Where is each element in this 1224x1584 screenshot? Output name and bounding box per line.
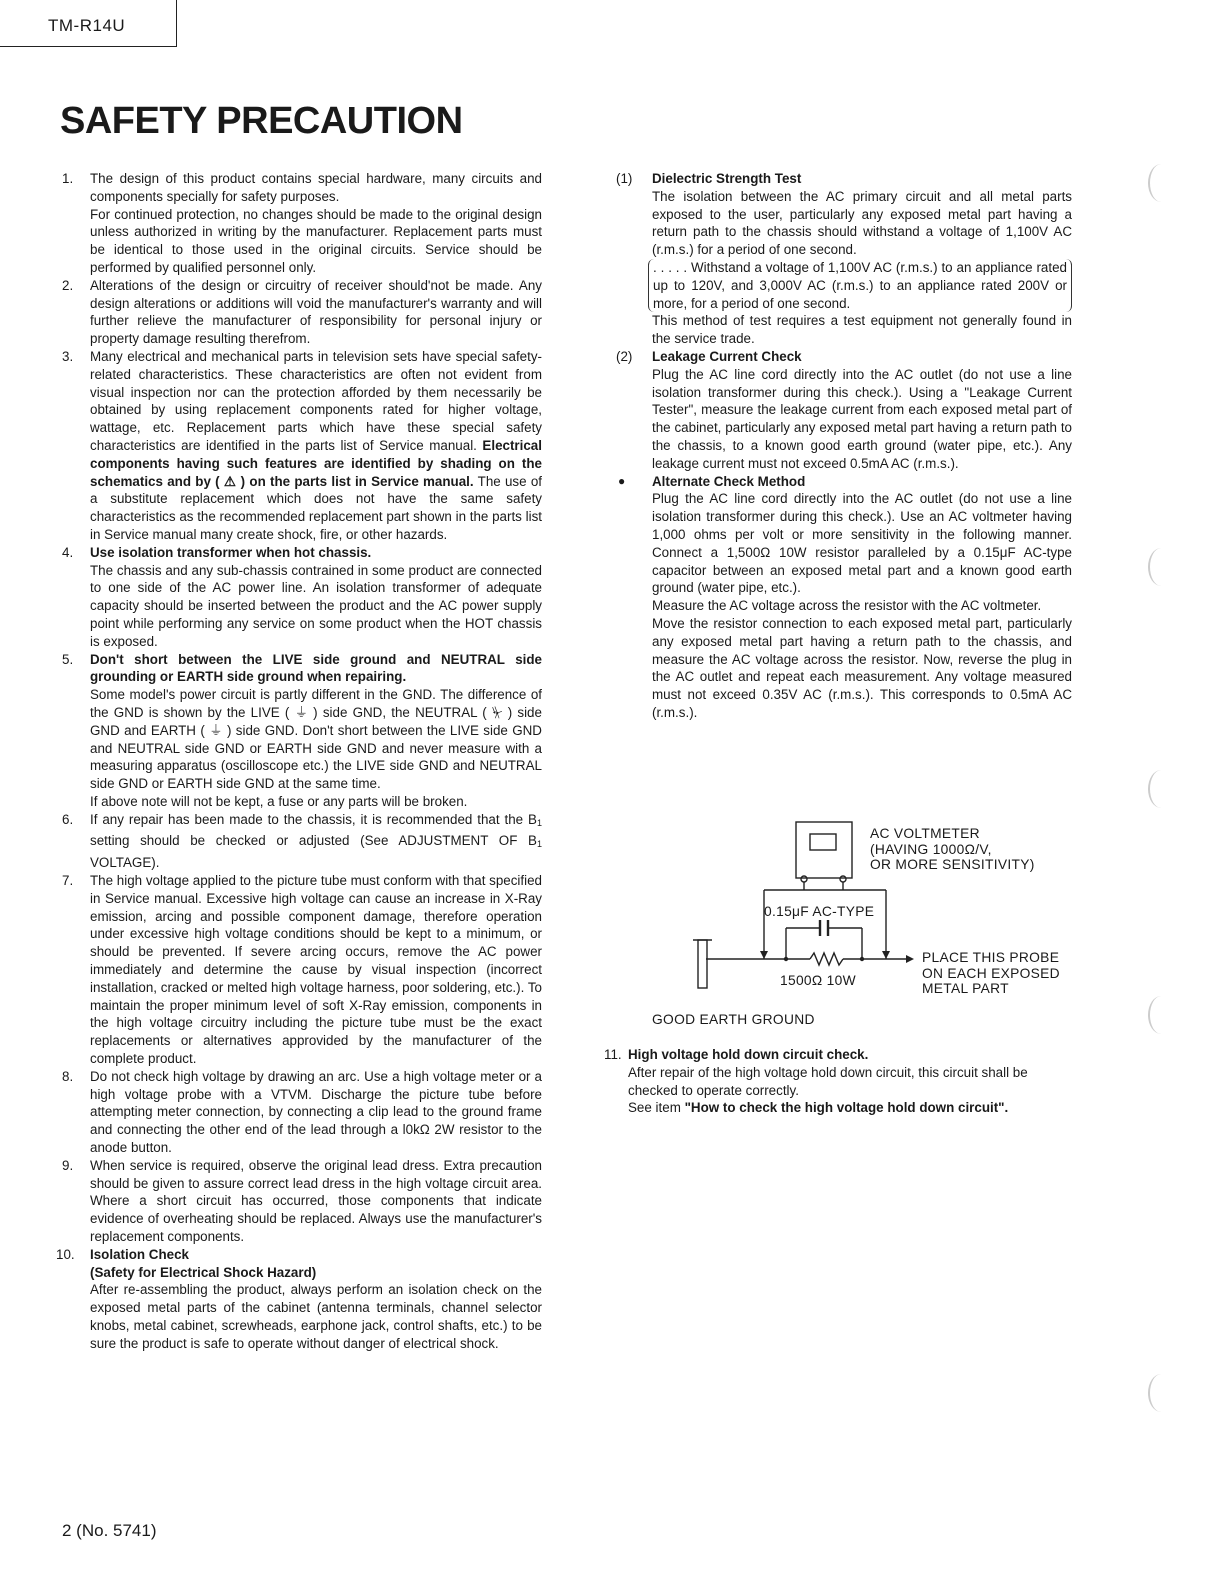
- section-text: Move the resistor connection to each exposed metal part, particularly any exposed metal part having a return path to the chassis, and measure the AC voltage across the resistor. Now, reverse the plug in the AC outlet and repeat each measurement. Any voltage measured must not exceed 0.35V AC (r.m.s.). This corresponds to 0.5mA AC (r.m.s.).: [652, 615, 1072, 720]
- item-text: The high voltage applied to the picture tube must conform with that specified in Service manual. Excessive high voltage can cause an increase in X-Ray emission, arcing and possible component damage, therefore operation under excessive high voltage conditions should be kept to a minimum, or should be prevented. If severe arcing occurs, remove the AC power immediately and determine the cause by visual inspection (incorrect installation, cracked or melted high voltage harness, poor soldering, etc.). To maintain the proper minimum level of soft X-Ray emission, components in the high voltage circuitry including the picture tube must be the exact replacements or alternatives approvided by the manufacturer of the complete product.: [90, 873, 542, 1067]
- item-subheading: (Safety for Electrical Shock Hazard): [90, 1264, 317, 1280]
- subscript: 1: [536, 817, 542, 828]
- section-text: Plug the AC line cord directly into the AC outlet (do not use a line isolation transformer during this check.). Using a "Leakage Current Tester", measure the leakage current from each exposed metal part of the cabinet, particularly any exposed metal part having a return path to the chassis, to a known good earth ground (water pipe, etc.). Any leakage current must not exceed 0.5mA AC (r.m.s.).: [652, 366, 1072, 471]
- see-prefix: See item: [628, 1100, 681, 1116]
- item-number: 8.: [62, 1068, 74, 1084]
- item-text: After re-assembling the product, always perform an isolation check on the exposed metal parts of the cabinet (antenna terminals, channel selector knobs, metal cabinet, screwheads, earphone jack, control shafts, etc.) to be sure the product is safe to operate without danger of electrical shock.: [90, 1282, 542, 1351]
- list-item-2: [62, 277, 542, 348]
- page-title: SAFETY PRECAUTION: [60, 100, 463, 142]
- list-item-9: [62, 1157, 542, 1246]
- item-text: [90, 348, 542, 544]
- section-alternate-method: [616, 473, 1072, 722]
- item-text: [90, 811, 542, 872]
- right-column: [616, 170, 1072, 722]
- label-line: ON EACH EXPOSED: [922, 965, 1060, 981]
- list-item-10: [56, 1246, 542, 1353]
- item-number: 10.: [56, 1246, 75, 1262]
- model-tab: [0, 0, 177, 47]
- list-item-4: [62, 544, 542, 651]
- section-heading: Leakage Current Check: [652, 348, 802, 364]
- text-part: If any repair has been made to the chassis, it is recommended that the B: [90, 811, 537, 827]
- item-text-body: Many electrical and mechanical parts in television sets have special safety-related characteristics. These characteristics are often not evident from visual inspection nor can the protection afforded by them necessarily be obtained by using replacement components rated for higher voltage, wattage, etc. Replacement parts which have these special safety characteristics are identified in the parts list of Service manual.: [90, 348, 542, 453]
- item-text: [90, 686, 542, 793]
- item-number: 5.: [62, 651, 74, 667]
- item-heading: Use isolation transformer when hot chassis.: [90, 544, 372, 560]
- binder-hole-mark: [1148, 996, 1174, 1034]
- item-text: Do not check high voltage by drawing an arc. Use a high voltage meter or a high voltage probe with a VTVM. Discharge the picture tube before attempting meter connection, by connecting a clip lead to the ground frame and connecting the other end of the lead through a l0kΩ 2W resistor to the anode button.: [90, 1068, 542, 1156]
- item-text: When service is required, observe the original lead dress. Extra precaution should be given to assure correct lead dress in the high voltage circuit area. Where a short circuit has occurred, those components that indicate evidence of overheating should be replaced. Always use the manufacturer's replacement components.: [90, 1157, 542, 1245]
- list-item-8: [62, 1068, 542, 1157]
- section-heading: Dielectric Strength Test: [652, 171, 802, 186]
- item-number: 4.: [62, 544, 74, 560]
- text-part: Some model's power circuit is partly different in the GND. The difference of the GND is shown by the LIVE (: [90, 687, 542, 720]
- item-text: If above note will not be kept, a fuse or any parts will be broken.: [90, 793, 468, 809]
- binder-hole-mark: [1148, 548, 1174, 586]
- text-part: ) side GND, the NEUTRAL (: [313, 704, 487, 720]
- item-heading: Don't short between the LIVE side ground and NEUTRAL side grounding or EARTH side ground when repairing.: [90, 651, 542, 685]
- text-part: VOLTAGE).: [90, 855, 160, 871]
- section-heading: High voltage hold down circuit check.: [628, 1047, 869, 1062]
- section-number: (2): [616, 348, 633, 364]
- subscript: 1: [536, 839, 542, 850]
- item-number: 6.: [62, 811, 74, 827]
- label-line: (HAVING 1000Ω/V,: [870, 841, 992, 857]
- item-text-tail: The use of a substitute replacement which does not have the same safety characteristics as the recommended replacement part shown in the parts list in Service manual many create shock, fire, or other hazards.: [90, 473, 542, 542]
- text-part: ) side GND. Don't short between the LIVE side GND and NEUTRAL side GND or EARTH side GND and never measure with a measuring apparatus (oscilloscope etc.) the LIVE side GND and NEUTRAL side GND or EARTH side GND at the same time.: [90, 722, 542, 792]
- binder-hole-mark: [1148, 770, 1174, 808]
- bracketed-note: . . . . . Withstand a voltage of 1,100V AC (r.m.s.) to an appliance rated up to 120V, and 3,000V AC (r.m.s.) to an appliance rated 200V or more, for a period of one second.: [648, 259, 1072, 312]
- text-part: ) side GND and EARTH (: [90, 704, 542, 738]
- label-line: METAL PART: [922, 981, 1009, 996]
- list-item-5: [62, 651, 542, 811]
- meter-icon: [810, 834, 836, 850]
- list-item-3: [62, 348, 542, 544]
- item-number: 1.: [62, 171, 74, 186]
- item-text: Alterations of the design or circuitry of receiver should'not be made. Any design alterations or additions will void the manufacturer's warranty and will further relieve the manufacturer of responsibility for personal injury or property damage resulting therefrom.: [90, 277, 542, 347]
- see-item-title: "How to check the high voltage hold down circuit".: [684, 1100, 1009, 1116]
- item-heading: Isolation Check: [90, 1246, 189, 1262]
- probe-label: [922, 950, 1060, 997]
- voltmeter-label: [870, 826, 1035, 873]
- page-footer: 2 (No. 5741): [62, 1521, 157, 1540]
- section-dielectric-test: [616, 170, 1072, 348]
- section-hold-down-check: [604, 1046, 1080, 1117]
- section-text: The isolation between the AC primary circuit and all metal parts exposed to the user, particularly any exposed metal part having a return path to the chassis should withstand a voltage of 1,100V AC (r.m.s.) for a period of one second.: [652, 188, 1072, 258]
- bullet-icon: ●: [618, 473, 626, 488]
- section-leakage-check: [616, 348, 1072, 473]
- capacitor-label: 0.15μF AC-TYPE: [764, 904, 875, 919]
- item-number: 3.: [62, 348, 74, 364]
- binder-hole-mark: [1148, 1374, 1174, 1412]
- section-text: This method of test requires a test equipment not generally found in the service trade.: [652, 313, 1072, 347]
- item-number: 9.: [62, 1157, 74, 1173]
- section-text: After repair of the high voltage hold down circuit, this circuit shall be checked to operate correctly.: [628, 1064, 1028, 1098]
- item-number: 2.: [62, 277, 74, 293]
- see-reference: [628, 1099, 1080, 1117]
- ground-label: GOOD EARTH GROUND: [652, 1012, 815, 1027]
- label-line: PLACE THIS PROBE: [922, 950, 1060, 965]
- item-text: For continued protection, no changes should be made to the original design unless authorized in writing by the manufacturer. Replacement parts must be identical to those used in the original circuits. Service should be performed by qualified personnel only.: [90, 206, 542, 275]
- model-number: TM-R14U: [48, 16, 126, 35]
- live-ground-icon: ⏚: [294, 704, 308, 720]
- label-line: AC VOLTMETER: [870, 826, 980, 841]
- item-number: 7.: [62, 873, 74, 889]
- test-circuit-diagram: [640, 812, 1090, 1042]
- text-part: setting should be checked or adjusted (See ADJUSTMENT OF B: [90, 833, 537, 849]
- item-text: The chassis and any sub-chassis contrained in some product are connected to one side of the AC power line. An isolation transformer of adequate capacity should be inserted between the product and the AC power supply point while performing any service on some product when the HOT chassis is exposed.: [90, 562, 542, 649]
- item-number: 11.: [604, 1047, 622, 1062]
- section-text: Plug the AC line cord directly into the AC outlet (do not use a line isolation transformer during this check.). Use an AC voltmeter having 1,000 ohms per volt or more sensitivity in the following manner. Connect a 1,500Ω 10W resistor paralleled by a 0.15μF AC-type capacitor between an exposed metal part and a known good earth ground (water pipe, etc.).: [652, 491, 1072, 596]
- section-number: (1): [616, 171, 633, 186]
- neutral-ground-icon: ⏧: [491, 704, 503, 720]
- resistor-label: 1500Ω 10W: [780, 973, 856, 988]
- item-text: The design of this product contains special hardware, many circuits and components specially for safety purposes.: [90, 171, 542, 204]
- left-column: [56, 170, 542, 1353]
- section-text: Measure the AC voltage across the resistor with the AC voltmeter.: [652, 598, 1042, 614]
- earth-ground-icon: ⏚: [209, 722, 223, 738]
- list-item-6: [62, 811, 542, 872]
- list-item-7: [62, 872, 542, 1068]
- list-item-1: [62, 170, 542, 277]
- label-line: OR MORE SENSITIVITY): [870, 857, 1035, 872]
- item-bold-notice: Electrical components having such features are identified by shading on the schematics and by ( ⚠ ) on the parts list in Service manual.: [90, 437, 542, 489]
- section-heading: Alternate Check Method: [652, 473, 806, 489]
- binder-hole-mark: [1148, 164, 1174, 202]
